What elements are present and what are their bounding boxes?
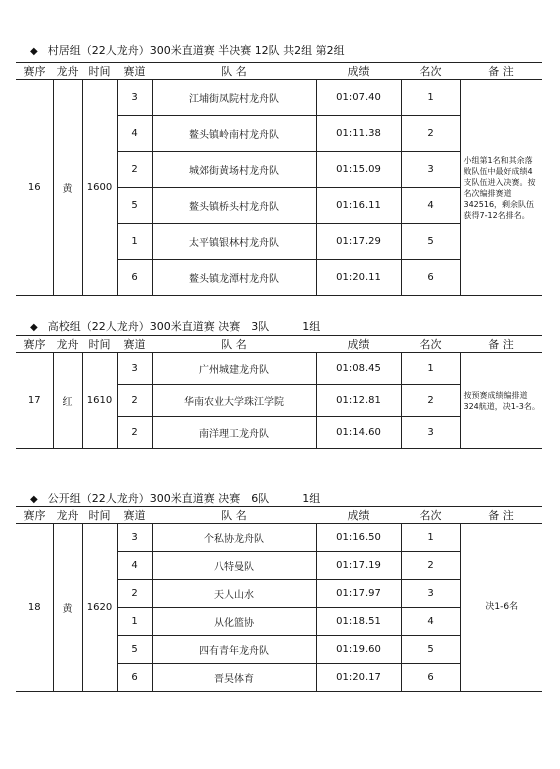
rank-cell: 1: [401, 524, 460, 552]
header-time: 时间: [82, 507, 117, 524]
header-team: 队 名: [152, 507, 316, 524]
header-rank: 名次: [401, 507, 460, 524]
header-time: 时间: [82, 336, 117, 353]
header-result: 成绩: [316, 63, 401, 80]
rank-cell: 3: [401, 417, 460, 449]
rank-cell: 3: [401, 580, 460, 608]
lane-cell: 5: [117, 636, 152, 664]
table-header-row: [16, 63, 542, 80]
result-cell: 01:20.11: [316, 260, 401, 296]
team-cell: 鳌头镇桥头村龙舟队: [152, 188, 316, 224]
header-note: 备 注: [460, 507, 542, 524]
results-table: [16, 506, 542, 692]
result-cell: 01:14.60: [316, 417, 401, 449]
diamond-bullet-icon: ◆: [30, 46, 38, 57]
result-cell: 01:15.09: [316, 152, 401, 188]
rank-cell: 2: [401, 116, 460, 152]
header-race-no: 赛序: [16, 63, 53, 80]
team-cell: 鳌头镇龙潭村龙舟队: [152, 260, 316, 296]
race-time: 1610: [82, 353, 117, 449]
result-cell: 01:17.29: [316, 224, 401, 260]
race-number: 17: [16, 353, 53, 449]
result-cell: 01:08.45: [316, 353, 401, 385]
lane-cell: 6: [117, 664, 152, 692]
note-cell: 决1-6名: [460, 524, 542, 692]
result-cell: 01:16.50: [316, 524, 401, 552]
team-cell: 晋昊体育: [152, 664, 316, 692]
lane-cell: 3: [117, 353, 152, 385]
race-time: 1620: [82, 524, 117, 692]
team-cell: 城郊街黄场村龙舟队: [152, 152, 316, 188]
header-boat: 龙舟: [53, 336, 82, 353]
team-cell: 从化篮协: [152, 608, 316, 636]
lane-cell: 2: [117, 417, 152, 449]
lane-cell: 1: [117, 224, 152, 260]
result-cell: 01:11.38: [316, 116, 401, 152]
result-cell: 01:12.81: [316, 385, 401, 417]
team-cell: 华南农业大学珠江学院: [152, 385, 316, 417]
lane-cell: 5: [117, 188, 152, 224]
rank-cell: 2: [401, 552, 460, 580]
header-time: 时间: [82, 63, 117, 80]
team-cell: 八特曼队: [152, 552, 316, 580]
table-row: [16, 353, 542, 385]
header-note: 备 注: [460, 63, 542, 80]
table-row: [16, 80, 542, 116]
boat-color: 红: [53, 353, 82, 449]
boat-color: 黄: [53, 80, 82, 296]
team-cell: 四有青年龙舟队: [152, 636, 316, 664]
rank-cell: 5: [401, 224, 460, 260]
lane-cell: 2: [117, 385, 152, 417]
header-lane: 赛道: [117, 336, 152, 353]
lane-cell: 3: [117, 524, 152, 552]
results-table: [16, 335, 542, 449]
result-cell: 01:17.19: [316, 552, 401, 580]
section-title: ◆ 高校组（22人龙舟）300米直道赛 决赛 3队 1组: [30, 320, 321, 333]
team-cell: 个私协龙舟队: [152, 524, 316, 552]
result-cell: 01:17.97: [316, 580, 401, 608]
section-title: ◆ 公开组（22人龙舟）300米直道赛 决赛 6队 1组: [30, 492, 321, 505]
rank-cell: 1: [401, 80, 460, 116]
rank-cell: 6: [401, 260, 460, 296]
header-race-no: 赛序: [16, 336, 53, 353]
result-cell: 01:20.17: [316, 664, 401, 692]
header-rank: 名次: [401, 63, 460, 80]
race-time: 1600: [82, 80, 117, 296]
header-team: 队 名: [152, 63, 316, 80]
rank-cell: 4: [401, 608, 460, 636]
result-cell: 01:19.60: [316, 636, 401, 664]
lane-cell: 2: [117, 580, 152, 608]
rank-cell: 6: [401, 664, 460, 692]
team-cell: 江埔街凤院村龙舟队: [152, 80, 316, 116]
rank-cell: 5: [401, 636, 460, 664]
lane-cell: 6: [117, 260, 152, 296]
rank-cell: 4: [401, 188, 460, 224]
table-header-row: [16, 336, 542, 353]
team-cell: 南洋理工龙舟队: [152, 417, 316, 449]
header-result: 成绩: [316, 507, 401, 524]
team-cell: 太平镇银林村龙舟队: [152, 224, 316, 260]
diamond-bullet-icon: ◆: [30, 322, 38, 333]
rank-cell: 1: [401, 353, 460, 385]
result-cell: 01:16.11: [316, 188, 401, 224]
header-boat: 龙舟: [53, 507, 82, 524]
rank-cell: 3: [401, 152, 460, 188]
lane-cell: 4: [117, 116, 152, 152]
race-number: 18: [16, 524, 53, 692]
header-lane: 赛道: [117, 507, 152, 524]
note-cell: 小组第1名和其余落败队伍中最好成绩4支队伍进入决赛。按名次编排赛道342516，剩余队伍获得7-12名排名。: [460, 80, 542, 296]
rank-cell: 2: [401, 385, 460, 417]
table-header-row: [16, 507, 542, 524]
note-cell: 按预赛成绩编排道324航道，决1-3名。: [460, 353, 542, 449]
diamond-bullet-icon: ◆: [30, 494, 38, 505]
header-race-no: 赛序: [16, 507, 53, 524]
lane-cell: 4: [117, 552, 152, 580]
header-team: 队 名: [152, 336, 316, 353]
result-cell: 01:18.51: [316, 608, 401, 636]
race-number: 16: [16, 80, 53, 296]
results-table: [16, 62, 542, 296]
section-title: ◆ 村居组（22人龙舟）300米直道赛 半决赛 12队 共2组 第2组: [30, 44, 345, 57]
table-row: [16, 524, 542, 552]
header-rank: 名次: [401, 336, 460, 353]
team-cell: 广州城建龙舟队: [152, 353, 316, 385]
team-cell: 天人山水: [152, 580, 316, 608]
lane-cell: 2: [117, 152, 152, 188]
result-cell: 01:07.40: [316, 80, 401, 116]
header-result: 成绩: [316, 336, 401, 353]
header-boat: 龙舟: [53, 63, 82, 80]
boat-color: 黄: [53, 524, 82, 692]
lane-cell: 1: [117, 608, 152, 636]
header-note: 备 注: [460, 336, 542, 353]
header-lane: 赛道: [117, 63, 152, 80]
team-cell: 鳌头镇岭南村龙舟队: [152, 116, 316, 152]
lane-cell: 3: [117, 80, 152, 116]
